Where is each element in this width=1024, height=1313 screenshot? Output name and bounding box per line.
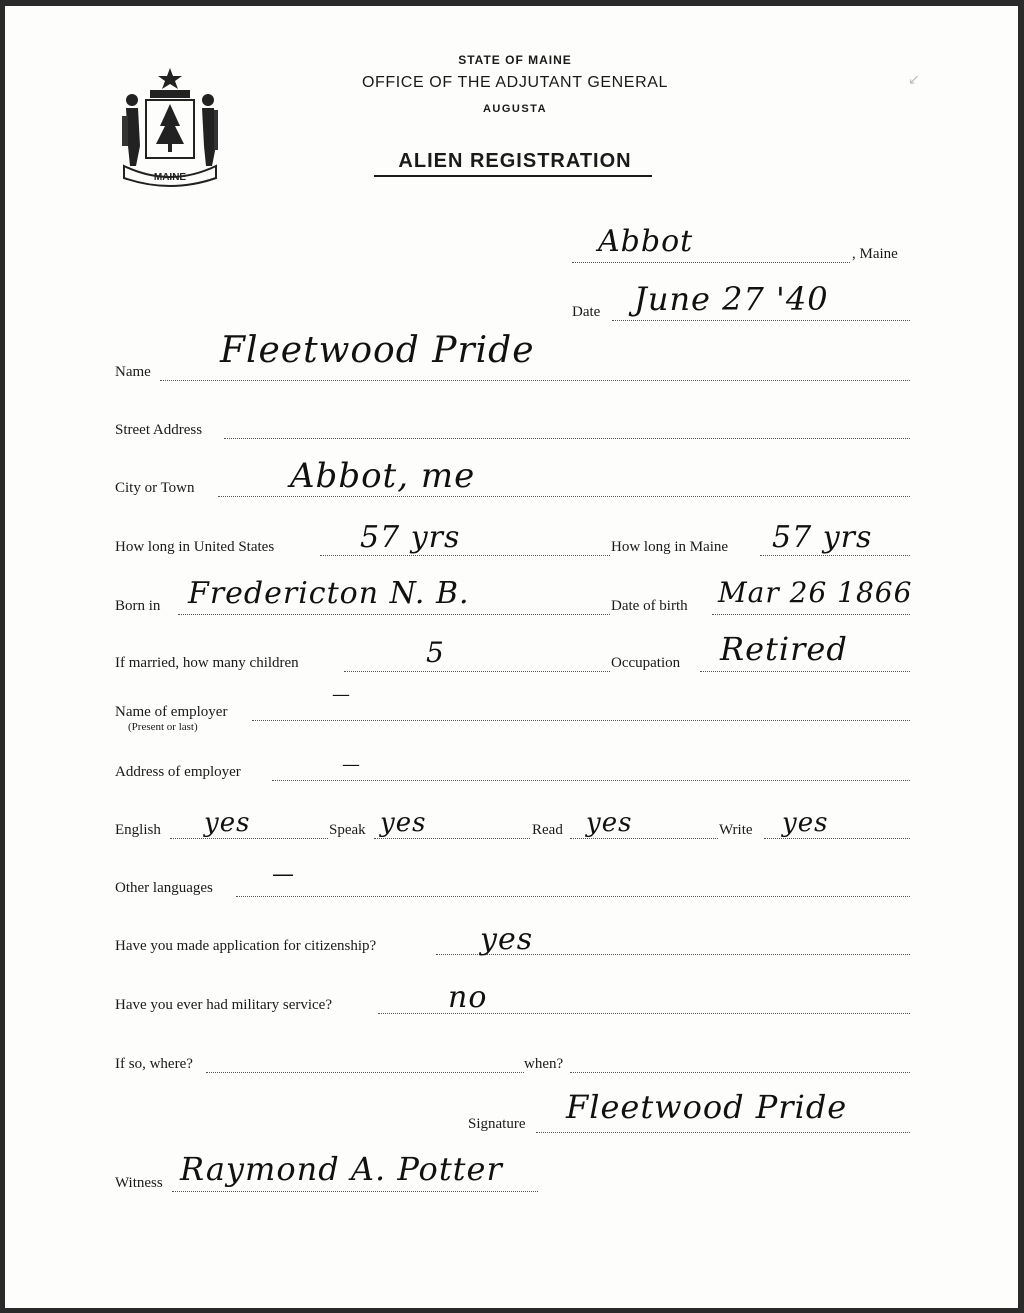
header-office: OFFICE OF THE ADJUTANT GENERAL bbox=[361, 74, 669, 91]
occupation-label: Occupation bbox=[611, 655, 681, 671]
citizenship-value: yes bbox=[480, 922, 534, 957]
date-label: Date bbox=[572, 304, 601, 320]
scan-edge-bottom bbox=[0, 1308, 1024, 1313]
how-long-maine-label: How long in Maine bbox=[611, 539, 729, 555]
children-value: 5 bbox=[426, 636, 445, 669]
employer-name-value: — bbox=[332, 684, 351, 705]
header-state: STATE OF MAINE bbox=[458, 53, 572, 67]
how-long-us-value: 57 yrs bbox=[360, 520, 461, 555]
witness-value: Raymond A. Potter bbox=[180, 1150, 503, 1188]
date-of-birth-label: Date of birth bbox=[611, 598, 688, 614]
born-in-line bbox=[178, 614, 610, 615]
other-languages-label: Other languages bbox=[115, 880, 213, 896]
where-line bbox=[206, 1072, 524, 1073]
occupation-line bbox=[700, 671, 910, 672]
seal-text: MAINE bbox=[153, 172, 187, 183]
town-value: Abbot bbox=[598, 224, 694, 259]
signature-label: Signature bbox=[468, 1116, 526, 1132]
scan-edge-right bbox=[1018, 0, 1024, 1313]
employer-name-label: Name of employer bbox=[115, 704, 228, 720]
read-label: Read bbox=[532, 822, 563, 838]
english-label: English bbox=[115, 822, 161, 838]
date-of-birth-line bbox=[712, 614, 910, 615]
state-seal-icon bbox=[116, 66, 224, 190]
when-line bbox=[570, 1072, 910, 1073]
date-line bbox=[612, 320, 910, 321]
english-line bbox=[170, 838, 328, 839]
other-languages-line bbox=[236, 896, 910, 897]
military-label: Have you ever had military service? bbox=[115, 997, 332, 1013]
maine-label: , Maine bbox=[852, 246, 898, 262]
employer-name-note: (Present or last) bbox=[128, 721, 198, 733]
when-label: when? bbox=[524, 1056, 564, 1072]
write-line bbox=[764, 838, 910, 839]
how-long-maine-value: 57 yrs bbox=[772, 520, 873, 555]
other-languages-value: — bbox=[272, 862, 295, 887]
write-value: yes bbox=[782, 808, 829, 838]
how-long-maine-line bbox=[760, 555, 910, 556]
header-city: AUGUSTA bbox=[482, 103, 548, 115]
write-label: Write bbox=[719, 822, 753, 838]
employer-address-label: Address of employer bbox=[115, 764, 241, 780]
name-label: Name bbox=[115, 364, 151, 380]
if-so-where-label: If so, where? bbox=[115, 1056, 193, 1072]
how-long-us-line bbox=[320, 555, 610, 556]
form-title: ALIEN REGISTRATION bbox=[398, 150, 632, 172]
speak-line bbox=[374, 838, 530, 839]
title-underline bbox=[374, 175, 652, 177]
born-in-value: Fredericton N. B. bbox=[188, 576, 470, 611]
signature-line bbox=[536, 1132, 910, 1133]
date-of-birth-value: Mar 26 1866 bbox=[718, 576, 913, 609]
children-label: If married, how many children bbox=[115, 655, 299, 671]
witness-label: Witness bbox=[115, 1175, 163, 1191]
town-line bbox=[572, 262, 850, 263]
speak-label: Speak bbox=[329, 822, 366, 838]
speak-value: yes bbox=[380, 808, 427, 838]
children-line bbox=[344, 671, 610, 672]
read-value: yes bbox=[586, 808, 633, 838]
street-address-line bbox=[224, 438, 910, 439]
street-address-label: Street Address bbox=[115, 422, 203, 438]
military-value: no bbox=[448, 980, 488, 1015]
witness-line bbox=[172, 1191, 538, 1192]
how-long-us-label: How long in United States bbox=[115, 539, 275, 555]
city-label: City or Town bbox=[115, 480, 195, 496]
date-value: June 27 '40 bbox=[634, 280, 829, 318]
read-line bbox=[570, 838, 718, 839]
employer-address-value: — bbox=[342, 754, 361, 775]
employer-address-line bbox=[272, 780, 910, 781]
scan-edge-top bbox=[0, 0, 1024, 6]
city-line bbox=[218, 496, 910, 497]
corner-mark: ↙ bbox=[908, 73, 920, 88]
name-line bbox=[160, 380, 910, 381]
name-value: Fleetwood Pride bbox=[220, 330, 535, 371]
occupation-value: Retired bbox=[720, 630, 848, 668]
citizenship-label: Have you made application for citizenship? bbox=[115, 938, 377, 954]
scan-edge-left bbox=[0, 0, 5, 1313]
english-value: yes bbox=[204, 808, 251, 838]
city-value: Abbot, me bbox=[290, 456, 476, 496]
born-in-label: Born in bbox=[115, 598, 161, 614]
employer-name-line bbox=[252, 720, 910, 721]
signature-value: Fleetwood Pride bbox=[566, 1088, 848, 1126]
